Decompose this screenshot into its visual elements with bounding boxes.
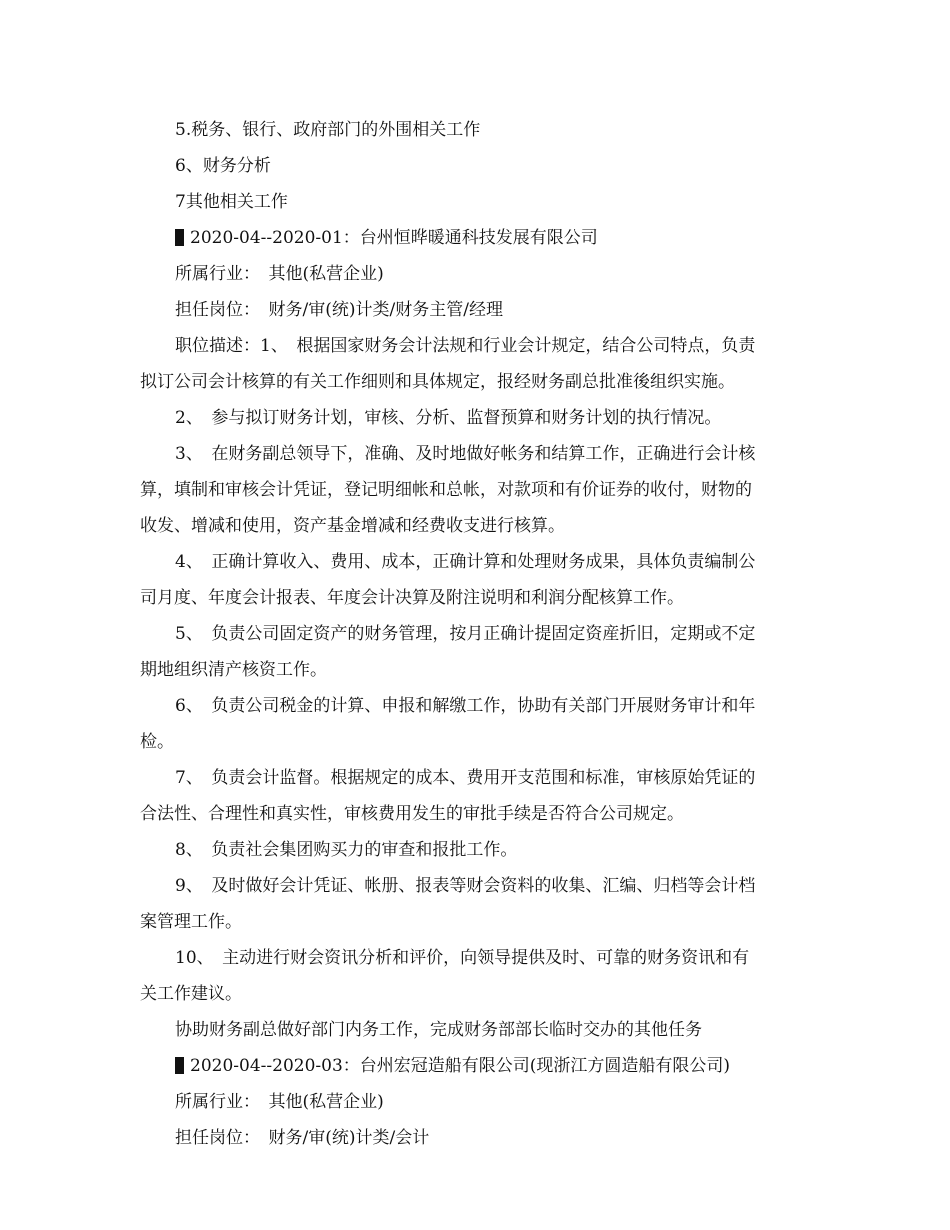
job-industry-2: 所属行业： 其他(私营企业): [175, 1092, 384, 1112]
bullet-square-icon: [175, 1057, 184, 1074]
description-line: 9、 及时做好会计凭证、帐册、报表等财会资料的收集、汇编、归档等会计档: [175, 876, 756, 896]
description-line: 5、 负责公司固定资产的财务管理，按月正确计提固定资産折旧，定期或不定: [175, 624, 756, 644]
description-line: 收发、增减和使用，资产基金增减和经费收支进行核算。: [140, 516, 565, 536]
description-line: 案管理工作。: [140, 912, 242, 932]
duty-item-6: 6、财务分析: [175, 156, 271, 176]
description-line: 10、 主动进行财会资讯分析和评价，向领导提供及时、可靠的财务资讯和有: [175, 948, 750, 968]
description-line: 2、 参与拟订财务计划，审核、分析、监督预算和财务计划的执行情况。: [175, 408, 722, 428]
description-line: 协助财务副总做好部门内务工作，完成财务部部长临时交办的其他任务: [175, 1020, 702, 1040]
job-header-1: [140, 220, 816, 256]
description-line: 合法性、合理性和真实性，审核费用发生的审批手续是否符合公司规定。: [140, 804, 684, 824]
description-line: 6、 负责公司税金的计算、申报和解缴工作，协助有关部门开展财务审计和年: [175, 696, 756, 716]
description-line: 期地组织清产核资工作。: [140, 660, 327, 680]
description-line: 4、 正确计算收入、费用、成本，正确计算和处理财务成果，具体负责编制公: [175, 552, 756, 572]
description-line: 拟订公司会计核算的有关工作细则和具体规定，报经财务副总批准後组织实施。: [140, 372, 735, 392]
description-line: 8、 负责社会集团购买力的审查和报批工作。: [175, 840, 518, 860]
description-line: 检。: [140, 732, 174, 752]
description-line: 司月度、年度会计报表、年度会计决算及附注说明和利润分配核算工作。: [140, 588, 684, 608]
description-line: 算，填制和审核会计凭证，登记明细帐和总帐，对款项和有价证券的收付，财物的: [140, 480, 752, 500]
description-line: 3、 在财务副总领导下，准确、及时地做好帐务和结算工作，正确进行会计核: [175, 444, 756, 464]
description-line: 7、 负责会计监督。根据规定的成本、费用开支范围和标准，审核原始凭证的: [175, 768, 756, 788]
job-header-text: 2020-04--2020-01：台州恒晔暖通科技发展有限公司: [190, 228, 598, 248]
duty-item-7: 7其他相关工作: [175, 192, 288, 212]
job-position-2: 担任岗位： 财务/审(统)计类/会计: [175, 1128, 430, 1148]
job-description-1: [140, 328, 816, 1048]
description-line: 关工作建议。: [140, 984, 242, 1004]
job-header-2: [140, 1048, 816, 1084]
job-header-text: 2020-04--2020-03：台州宏冠造船有限公司(现浙江方圆造船有限公司): [190, 1056, 731, 1076]
description-line: 职位描述：1、 根据国家财务会计法规和行业会计规定，结合公司特点，负责: [175, 336, 756, 356]
resume-content: [140, 112, 816, 1156]
job-industry-1: 所属行业： 其他(私营企业): [175, 264, 384, 284]
duty-item-5: 5.税务、银行、政府部门的外围相关工作: [175, 120, 481, 140]
job-position-1: 担任岗位： 财务/审(统)计类/财务主管/经理: [175, 300, 503, 320]
bullet-square-icon: [175, 229, 184, 246]
